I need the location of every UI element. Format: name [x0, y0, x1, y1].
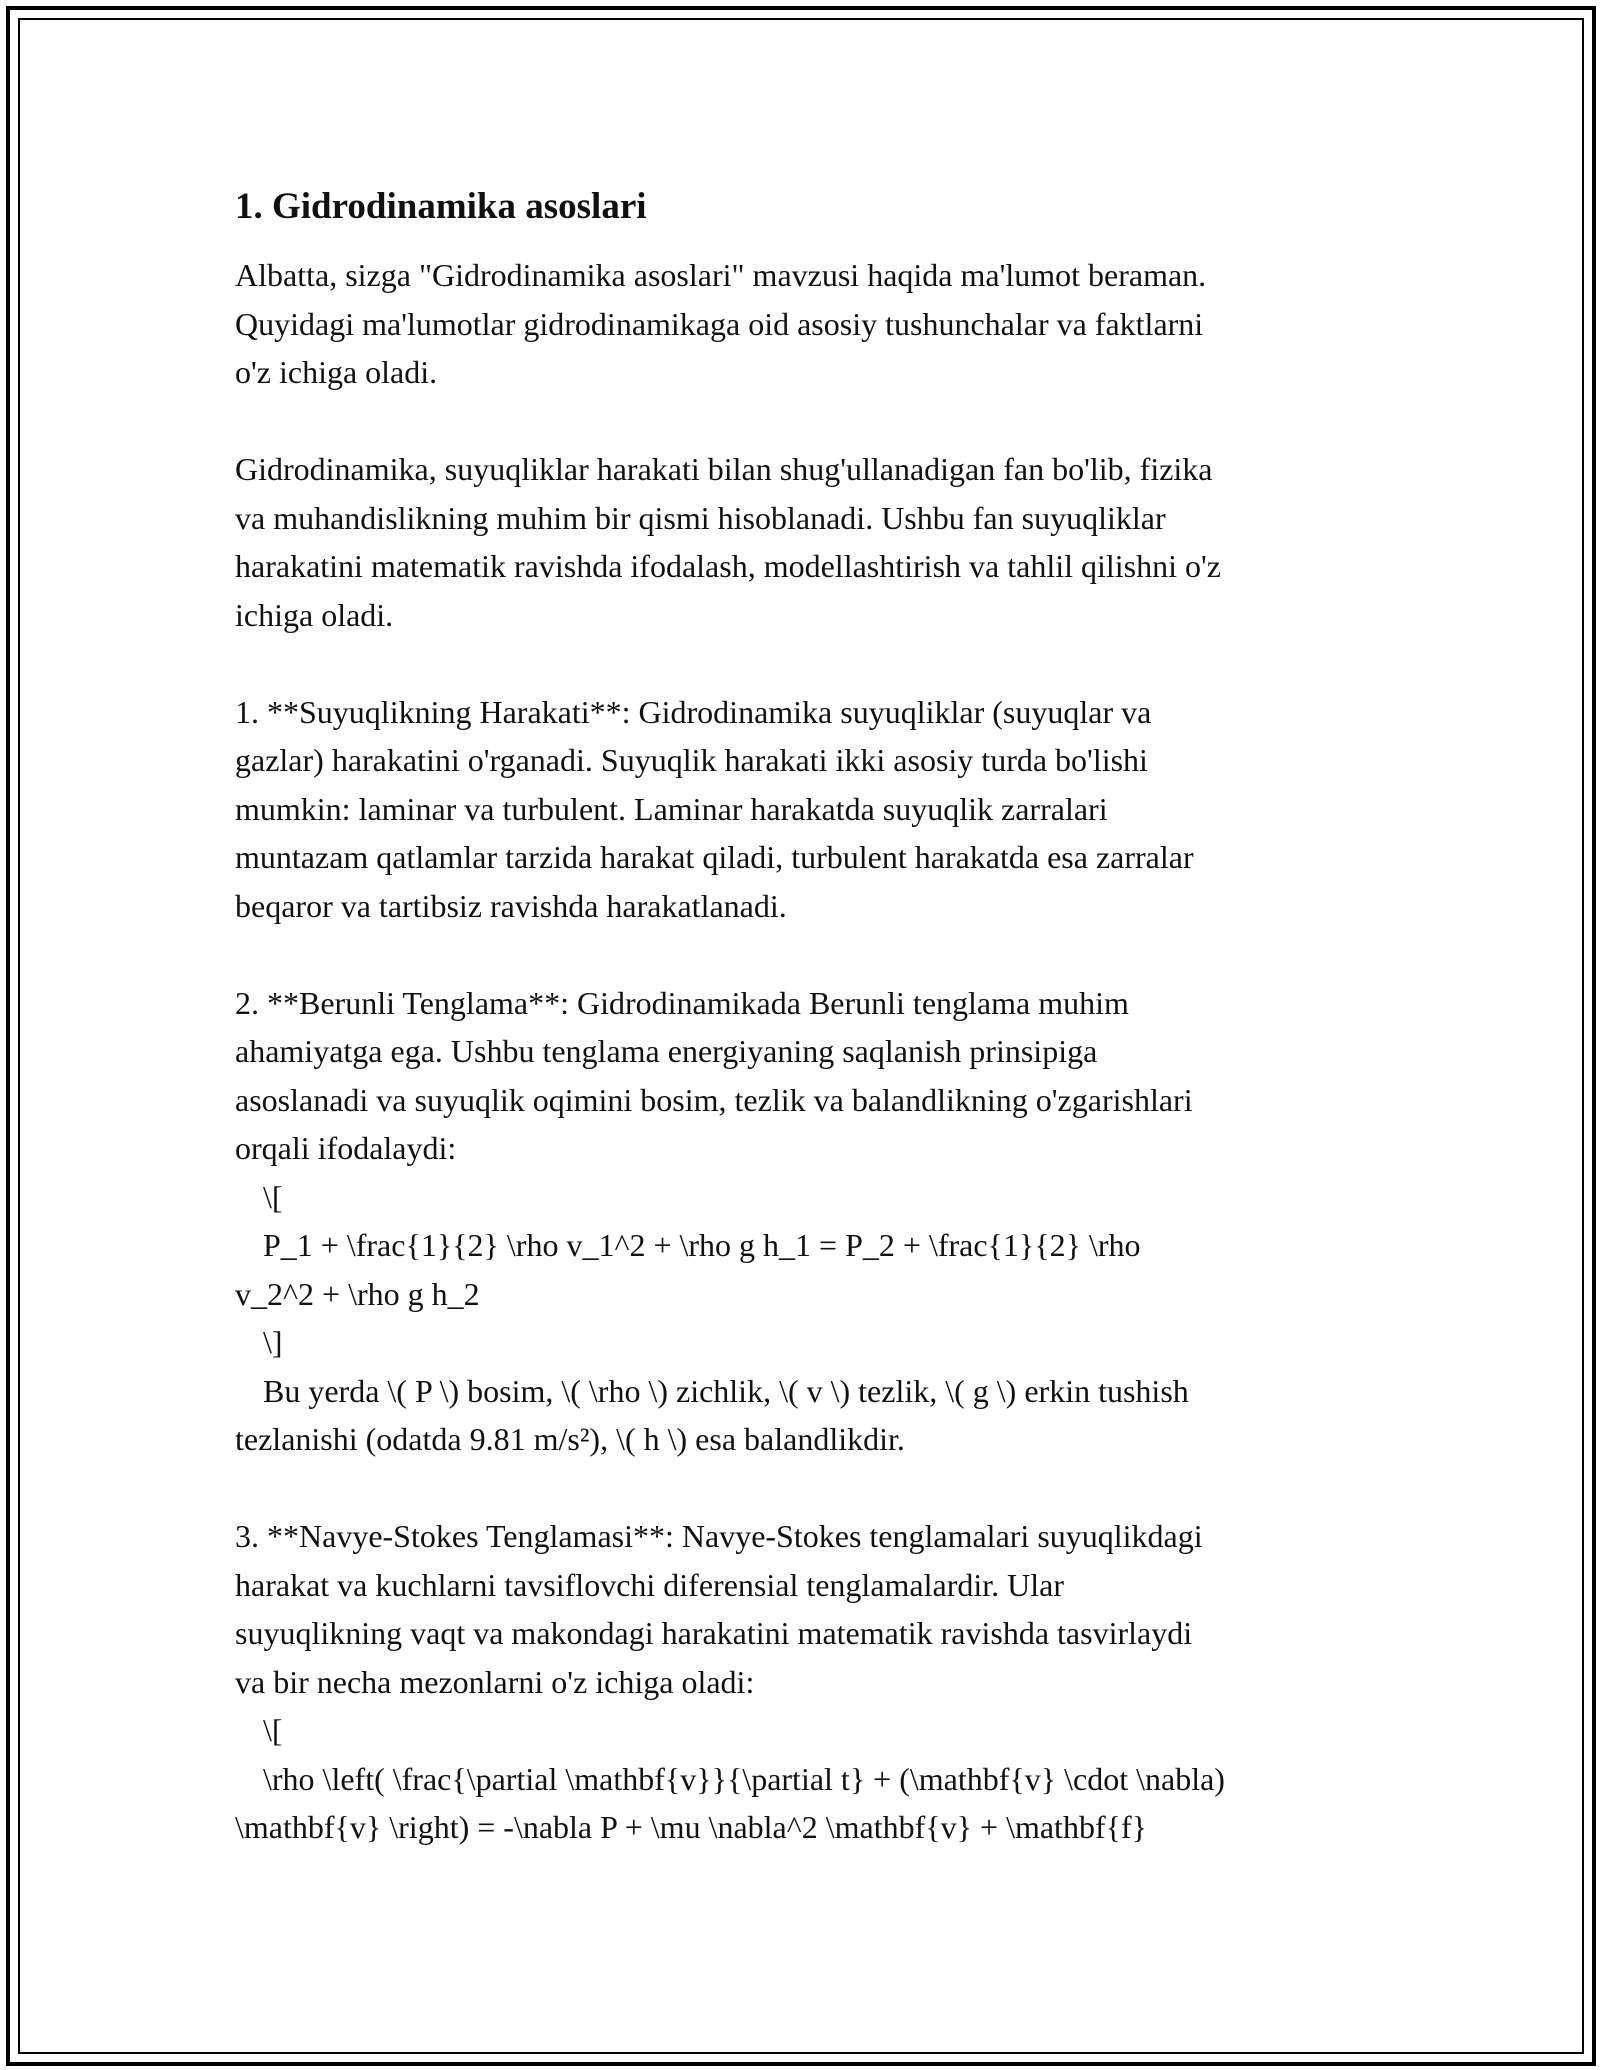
text-line: suyuqlikning vaqt va makondagi harakatini matematik ravishda tasvirlaydi	[235, 1615, 1193, 1651]
text-line: asoslanadi va suyuqlik oqimini bosim, tezlik va balandlikning o'zgarishlari	[235, 1081, 1193, 1118]
formula-line: v_2^2 + \rho g h_2	[235, 1275, 480, 1312]
paragraph-item-1-fluid-motion	[235, 688, 1375, 931]
text-line: Gidrodinamika, suyuqliklar harakati bilan shug'ullanadigan fan bo'lib, fizika	[235, 451, 1213, 487]
text-line: 3. **Navye-Stokes Tenglamasi**: Navye-Stokes tenglamalari suyuqlikdagi	[235, 1518, 1203, 1554]
text-line: 2. **Berunli Tenglama**: Gidrodinamikada Berunli tenglama muhim	[235, 984, 1129, 1021]
text-line: va muhandislikning muhim bir qismi hisoblanadi. Ushbu fan suyuqliklar	[235, 499, 1166, 536]
text-line: tezlanishi (odatda 9.81 m/s²), \( h \) esa balandlikdir.	[235, 1421, 905, 1457]
text-line: orqali ifodalaydi:	[235, 1130, 457, 1166]
paragraph-intro	[235, 251, 1375, 397]
formula-line: \rho \left( \frac{\partial \mathbf{v}}{\partial t} + (\mathbf{v} \cdot \nabla)	[263, 1760, 1225, 1797]
text-line: harakatini matematik ravishda ifodalash, modellashtirish va tahlil qilishni o'z	[235, 548, 1221, 584]
text-line: beqaror va tartibsiz ravishda harakatlanadi.	[235, 887, 787, 924]
text-line: ahamiyatga ega. Ushbu tenglama energiyaning saqlanish prinsipiga	[235, 1033, 1098, 1069]
formula-line: P_1 + \frac{1}{2} \rho v_1^2 + \rho g h_1 = P_2 + \frac{1}{2} \rho	[263, 1227, 1141, 1263]
text-line: ichiga oladi.	[235, 596, 394, 633]
text-line: gazlar) harakatini o'rganadi. Suyuqlik harakati ikki asosiy turda bo'lishi	[235, 742, 1148, 778]
text-line: Bu yerda \( P \) bosim, \( \rho \) zichlik, \( v \) tezlik, \( g \) erkin tushish	[263, 1372, 1189, 1409]
text-line: muntazam qatlamlar tarzida harakat qiladi, turbulent harakatda esa zarralar	[235, 839, 1194, 875]
formula-line: \mathbf{v} \right) = -\nabla P + \mu \nabla^2 \mathbf{v} + \mathbf{f}	[235, 1809, 1147, 1845]
paragraph-item-3-navier-stokes	[235, 1512, 1375, 1852]
paragraph-item-2-bernoulli	[235, 979, 1375, 1464]
paragraph-definition	[235, 445, 1375, 639]
text-line: mumkin: laminar va turbulent. Laminar harakatda suyuqlik zarralari	[235, 790, 1108, 827]
document-body	[235, 185, 1375, 1900]
text-line: harakat va kuchlarni tavsiflovchi diferensial tenglamalardir. Ular	[235, 1566, 1064, 1603]
text-line: Albatta, sizga "Gidrodinamika asoslari" mavzusi haqida ma'lumot beraman.	[235, 257, 1207, 293]
text-line: o'z ichiga oladi.	[235, 354, 438, 390]
formula-close-delimiter: \]	[263, 1324, 283, 1360]
formula-open-delimiter: \[	[263, 1178, 283, 1215]
formula-open-delimiter: \[	[263, 1712, 283, 1748]
text-line: va bir necha mezonlarni o'z ichiga oladi:	[235, 1663, 755, 1700]
text-line: Quyidagi ma'lumotlar gidrodinamikaga oid asosiy tushunchalar va faktlarni	[235, 305, 1204, 342]
text-line: 1. **Suyuqlikning Harakati**: Gidrodinamika suyuqliklar (suyuqlar va	[235, 693, 1152, 730]
document-title: 1. Gidrodinamika asoslari	[235, 186, 647, 227]
